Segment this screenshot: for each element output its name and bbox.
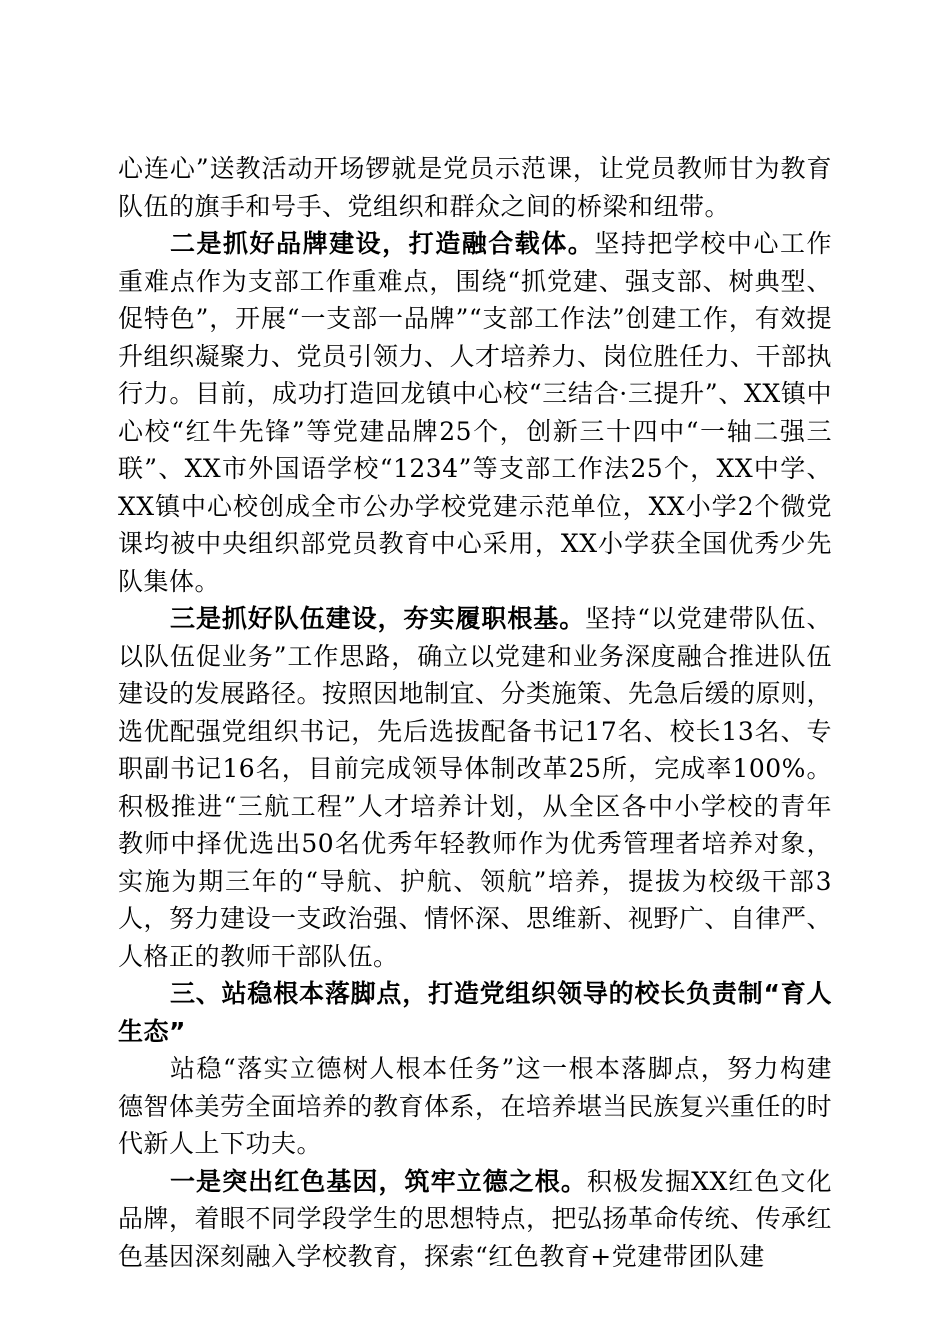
paragraph-lead: 一是突出红色基因，筑牢立德之根。 [170,1166,587,1196]
paragraph-text: 站稳“落实立德树人根本任务”这一根本落脚点，努力构建德智体美劳全面培养的教育体系，在培养堪当民族复兴重任的时代新人上下功夫。 [118,1054,833,1158]
document-page [118,150,832,1275]
paragraph-continued [118,150,832,225]
paragraph-text: 坚持把学校中心工作重难点作为支部工作重难点，围绕“抓党建、强支部、树典型、促特色”，开展“一支部一品牌”“支部工作法”创建工作，有效提升组织凝聚力、党员引领力、人才培养力、岗位胜任力、干部执行力。目前，成功打造回龙镇中心校“三结合·三提升”、XX镇中心校“红牛先锋”等党建品牌25个，创新三十四中“一轴二强三联”、XX市外国语学校“1234”等支部工作法25个，XX中学、XX镇中心校创成全市公办学校党建示范单位，XX小学2个微党课均被中央组织部党员教育中心采用，XX小学获全国优秀少先队集体。 [118,229,833,596]
paragraph-team-building [118,600,832,975]
paragraph-text: 积极发掘XX红色文化品牌，着眼不同学段学生的思想特点，把弘扬革命传统、传承红色基因深刻融入学校教育，探索“红色教育+党建带团队建 [118,1166,833,1271]
paragraph-brand-building [118,225,832,600]
paragraph-lead: 二是抓好品牌建设，打造融合载体。 [170,229,595,258]
paragraph-text: 坚持“以党建带队伍、以队伍促业务”工作思路，确立以党建和业务深度融合推进队伍建设的发展路径。按照因地制宜、分类施策、先急后缓的原则，选优配强党组织书记，先后选拔配备书记17名、校长13名、专职副书记16名，目前完成领导体制改革25所，完成率100%。积极推进“三航工程”人才培养计划，从全区各中小学校的青年教师中择优选出50名优秀年轻教师作为优秀管理者培养对象，实施为期三年的“导航、护航、领航”培养，提拔为校级干部3人，努力建设一支政治强、情怀深、思维新、视野广、自律严、人格正的教师干部队伍。 [118,604,833,971]
paragraph-lead: 三是抓好队伍建设，夯实履职根基。 [170,604,586,633]
paragraph-text: 心连心”送教活动开场锣就是党员示范课，让党员教师甘为教育队伍的旗手和号手、党组织和群众之间的桥梁和纽带。 [118,154,832,221]
section-heading: 三、站稳根本落脚点，打造党组织领导的校长负责制“育人生态” [118,979,832,1046]
paragraph-red-gene [118,1163,832,1276]
paragraph-section-intro [118,1050,832,1163]
